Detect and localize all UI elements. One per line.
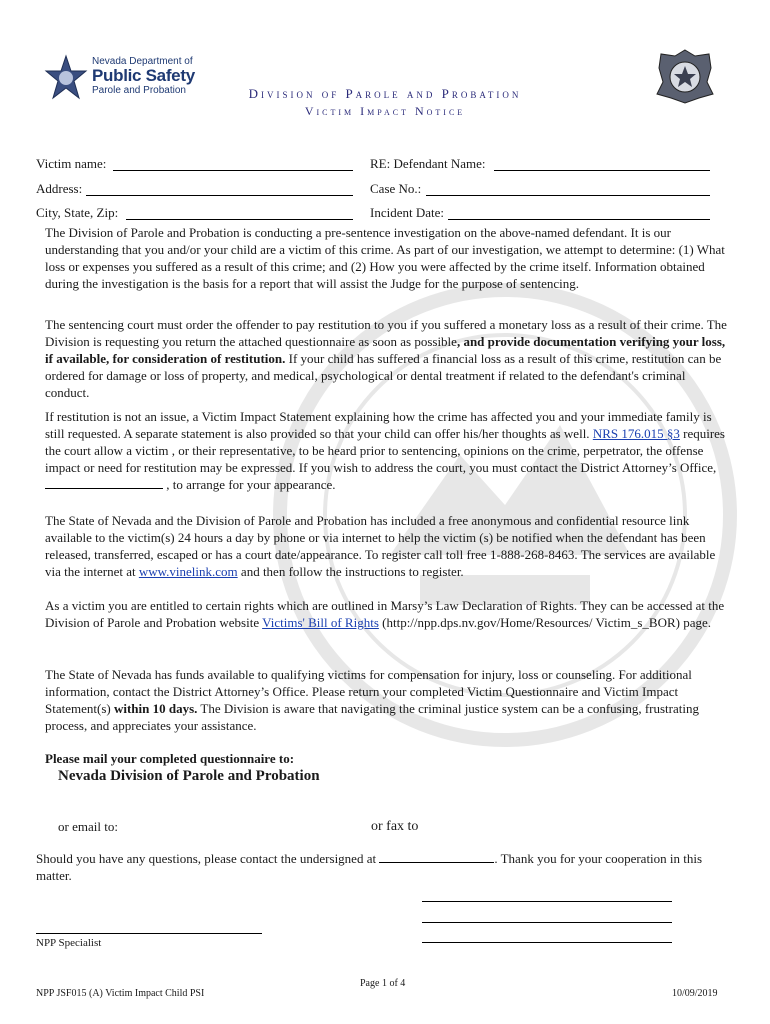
paragraph-compensation: The State of Nevada has funds available to qualifying victims for compensation for injury, loss or counseling. For additional information, contact the District Attorney’s Office. Please return your completed Victim Questionnaire and Victim Impact Statement(s) within 10 days. The Division is aware that navigating the criminal justice system can be a confusing, frustrating process, and appreciates your assistance. (45, 667, 699, 733)
district-attorney-blank[interactable] (45, 476, 163, 489)
case-no-field[interactable] (426, 195, 710, 196)
city-state-zip-field[interactable] (126, 219, 353, 220)
logo-line1: Nevada Department of (92, 56, 193, 67)
paragraph-investigation: The Division of Parole and Probation is conducting a pre-sentence investigation on the above-named defendant. It is our understanding that you and/or your child are a victim of this crime. As part of our investigation, we attempt to determine: (1) What loss or expenses you suffered as a result of this crime; and (2) How you were affected by the crime itself. Information obtained during the investigation is the basis for a report that will assist the Judge for the purpose of sentencing. (45, 225, 725, 291)
victims-bill-of-rights-link[interactable]: Victims' Bill of Rights (262, 615, 379, 630)
defendant-name-field[interactable] (494, 170, 710, 171)
incident-date-label: Incident Date: (370, 205, 444, 220)
address-field[interactable] (86, 195, 353, 196)
paragraph-rights: As a victim you are entitled to certain rights which are outlined in Marsy’s Law Declaration of Rights. They can be accessed at the Division of Parole and Probation website Victims' Bill of Rights (http://npp.dps.nv.gov/Home/Resources/ Victim_s_BOR) page. (45, 598, 725, 630)
logo-line2: Public Safety (92, 66, 195, 85)
case-no-label: Case No.: (370, 181, 422, 196)
footer-page-number: Page 1 of 4 (360, 978, 406, 989)
logo-line3: Parole and Probation (92, 85, 186, 96)
signature-line-2[interactable] (422, 922, 672, 923)
footer-form-id: NPP JSF015 (A) Victim Impact Child PSI (36, 988, 205, 999)
signature-line-3[interactable] (422, 942, 672, 943)
victim-name-label: Victim name: (36, 156, 107, 171)
victim-name-field[interactable] (113, 170, 353, 171)
fax-label: or fax to (371, 819, 419, 834)
incident-date-field[interactable] (448, 219, 710, 220)
city-state-zip-label: City, State, Zip: (36, 205, 119, 220)
vinelink-link[interactable]: www.vinelink.com (138, 564, 238, 579)
defendant-name-label: RE: Defendant Name: (370, 156, 486, 171)
mail-heading: Please mail your completed questionnaire to: (45, 751, 295, 766)
document-title: Division of Parole and Probation (248, 86, 522, 101)
paragraph-restitution: The sentencing court must order the offender to pay restitution to you if you suffered a monetary loss as a result of their crime. The Division is requesting you return the attached questionnaire as soon as possible, and provide documentation verifying your loss, if available, for consideration of restitution. If your child has suffered a financial loss as a result of this crime, restitution can be ordered for damage or loss of property, and medical, psychological or dental treatment if related to the defendant's criminal conduct. (45, 317, 727, 400)
specialist-signature-line[interactable] (36, 933, 262, 934)
contact-phone-blank[interactable] (379, 850, 494, 863)
closing-paragraph: Should you have any questions, please contact the undersigned at . Thank you for your cooperation in this matter. (36, 851, 703, 883)
paragraph-impact-statement: If restitution is not an issue, a Victim Impact Statement explaining how the crime has affected you and your immediate family is still requested. A separate statement is also provided so that your child can offer his/her thoughts as well. NRS 176.015 §3 requires the court allow a victim , or their representative, to be heard prior to sentencing, opinions on the crime, perpetrator, the offense impact or need for restitution may be expressed. If you wish to address the court, you must contact the District Attorney’s Office, , to arrange for your appearance. (45, 409, 725, 492)
address-label: Address: (36, 181, 83, 196)
document-subtitle: Victim Impact Notice (304, 104, 466, 118)
signature-line-1[interactable] (422, 901, 672, 902)
specialist-label: NPP Specialist (36, 937, 102, 949)
mail-agency: Nevada Division of Parole and Probation (58, 768, 320, 784)
footer-date: 10/09/2019 (672, 988, 718, 999)
nrs-link[interactable]: NRS 176.015 §3 (592, 426, 680, 441)
paragraph-vinelink: The State of Nevada and the Division of Parole and Probation has included a free anonymous and confidential resource link available to the victim(s) 24 hours a day by phone or via internet to help the victim (s) be notified when the defendant has been released, transferred, escaped or has a court date/appearance. To register call toll free 1-888-268-8463. The services are available via the internet at www.vinelink.com and then follow the instructions to register. (45, 513, 716, 579)
email-label: or email to: (58, 819, 118, 834)
